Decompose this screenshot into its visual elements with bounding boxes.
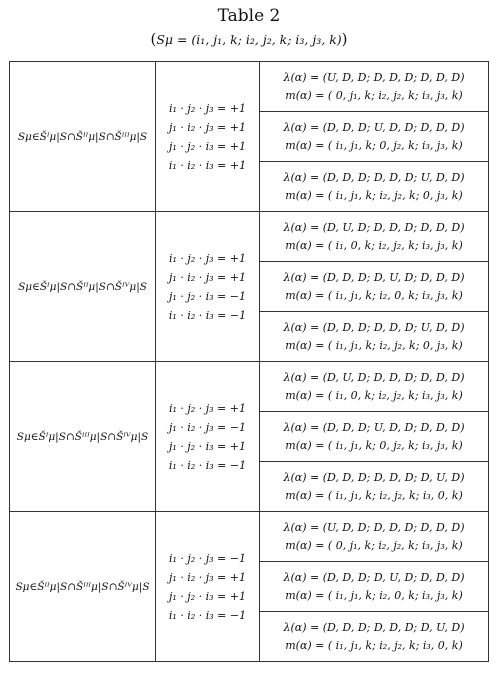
table-row — [10, 512, 489, 662]
product-condition: j₁ · i₂ · j₃ = +1 — [169, 270, 246, 284]
set-condition-cell: Sμ∈Šᴵμ|S∩Šᴵᴵμ|S∩Šᴵⱽμ|S — [10, 212, 156, 362]
operations-cell — [260, 212, 489, 362]
lambda-line: λ(α) = (D, D, D; D, D, D; D, U, D) — [283, 470, 465, 484]
table-row — [10, 212, 489, 362]
close-paren: ) — [341, 30, 348, 48]
operation-entry — [260, 161, 488, 211]
product-condition: i₁ · j₂ · j₃ = +1 — [169, 101, 246, 115]
product-condition: j₁ · i₂ · j₃ = +1 — [169, 120, 246, 134]
product-condition: i₁ · i₂ · i₃ = −1 — [168, 608, 247, 622]
open-paren: ( — [150, 30, 157, 48]
table-row — [10, 62, 489, 212]
set-condition-cell: Sμ∈Šᴵᴵμ|S∩Šᴵᴵᴵμ|S∩Šᴵⱽμ|S — [10, 512, 156, 662]
product-condition: i₁ · i₂ · i₃ = −1 — [168, 308, 247, 322]
m-line: m(α) = ( i₁, j₁, k; i₂, j₂, k; 0, j₃, k) — [285, 338, 463, 352]
lambda-line: λ(α) = (D, D, D; D, D, D; U, D, D) — [283, 320, 465, 334]
subtitle-text: Sμ = (i₁, j₁, k; i₂, j₂, k; i₃, j₃, k) — [156, 32, 342, 47]
lambda-line: λ(α) = (U, D, D; D, D, D; D, D, D) — [283, 70, 465, 84]
operation-entry — [260, 512, 488, 561]
lambda-line: λ(α) = (D, D, D; D, U, D; D, D, D) — [283, 270, 465, 284]
product-condition: j₁ · j₂ · i₃ = +1 — [169, 139, 246, 153]
lambda-line: λ(α) = (U, D, D; D, D, D; D, D, D) — [283, 520, 465, 534]
operation-entry — [260, 362, 488, 411]
m-line: m(α) = ( 0, j₁, k; i₂, j₂, k; i₃, j₃, k) — [285, 538, 463, 552]
product-conditions-cell — [156, 62, 260, 212]
lambda-line: λ(α) = (D, D, D; D, U, D; D, D, D) — [283, 570, 465, 584]
m-line: m(α) = ( i₁, j₁, k; i₂, 0, k; i₃, j₃, k) — [285, 588, 463, 602]
product-condition: j₁ · i₂ · j₃ = −1 — [169, 420, 246, 434]
main-table — [9, 61, 489, 662]
m-line: m(α) = ( i₁, j₁, k; i₂, j₂, k; i₃, 0, k) — [285, 488, 463, 502]
operations-cell — [260, 512, 489, 662]
lambda-line: λ(α) = (D, D, D; U, D, D; D, D, D) — [283, 120, 465, 134]
m-line: m(α) = ( i₁, j₁, k; i₂, j₂, k; 0, j₃, k) — [285, 188, 463, 202]
set-condition-cell: Sμ∈Šᴵμ|S∩Šᴵᴵμ|S∩Šᴵᴵᴵμ|S — [10, 62, 156, 212]
m-line: m(α) = ( 0, j₁, k; i₂, j₂, k; i₃, j₃, k) — [285, 88, 463, 102]
product-conditions-cell — [156, 362, 260, 512]
table-title: Table 2 — [217, 6, 281, 26]
lambda-line: λ(α) = (D, U, D; D, D, D; D, D, D) — [283, 220, 465, 234]
m-line: m(α) = ( i₁, j₁, k; 0, j₂, k; i₃, j₃, k) — [285, 438, 463, 452]
lambda-line: λ(α) = (D, U, D; D, D, D; D, D, D) — [283, 370, 465, 384]
product-conditions-cell — [156, 512, 260, 662]
operation-entry — [260, 411, 488, 461]
m-line: m(α) = ( i₁, j₁, k; i₂, j₂, k; i₃, 0, k) — [285, 638, 463, 652]
m-line: m(α) = ( i₁, 0, k; i₂, j₂, k; i₃, j₃, k) — [285, 238, 463, 252]
operation-entry — [260, 311, 488, 361]
product-condition: j₁ · i₂ · j₃ = +1 — [169, 570, 246, 584]
product-condition: i₁ · j₂ · j₃ = +1 — [169, 401, 246, 415]
operation-entry — [260, 611, 488, 661]
product-condition: j₁ · j₂ · i₃ = −1 — [169, 289, 246, 303]
product-condition: i₁ · j₂ · j₃ = −1 — [169, 551, 246, 565]
m-line: m(α) = ( i₁, 0, k; i₂, j₂, k; i₃, j₃, k) — [285, 388, 463, 402]
table-row — [10, 362, 489, 512]
m-line: m(α) = ( i₁, j₁, k; i₂, 0, k; i₃, j₃, k) — [285, 288, 463, 302]
operation-entry — [260, 212, 488, 261]
operation-entry — [260, 461, 488, 511]
lambda-line: λ(α) = (D, D, D; D, D, D; D, U, D) — [283, 620, 465, 634]
lambda-line: λ(α) = (D, D, D; D, D, D; U, D, D) — [283, 170, 465, 184]
operations-cell — [260, 362, 489, 512]
product-condition: j₁ · j₂ · i₃ = +1 — [169, 439, 246, 453]
operations-cell — [260, 62, 489, 212]
product-condition: j₁ · j₂ · i₃ = +1 — [169, 589, 246, 603]
set-condition-cell: Sμ∈Šᴵμ|S∩Šᴵᴵᴵμ|S∩Šᴵⱽμ|S — [10, 362, 156, 512]
product-condition: i₁ · i₂ · i₃ = +1 — [168, 158, 247, 172]
m-line: m(α) = ( i₁, j₁, k; 0, j₂, k; i₃, j₃, k) — [285, 138, 463, 152]
operation-entry — [260, 261, 488, 311]
product-condition: i₁ · j₂ · j₃ = +1 — [169, 251, 246, 265]
operation-entry — [260, 62, 488, 111]
product-conditions-cell — [156, 212, 260, 362]
table-subtitle — [0, 30, 498, 49]
operation-entry — [260, 111, 488, 161]
lambda-line: λ(α) = (D, D, D; U, D, D; D, D, D) — [283, 420, 465, 434]
operation-entry — [260, 561, 488, 611]
product-condition: i₁ · i₂ · i₃ = −1 — [168, 458, 247, 472]
